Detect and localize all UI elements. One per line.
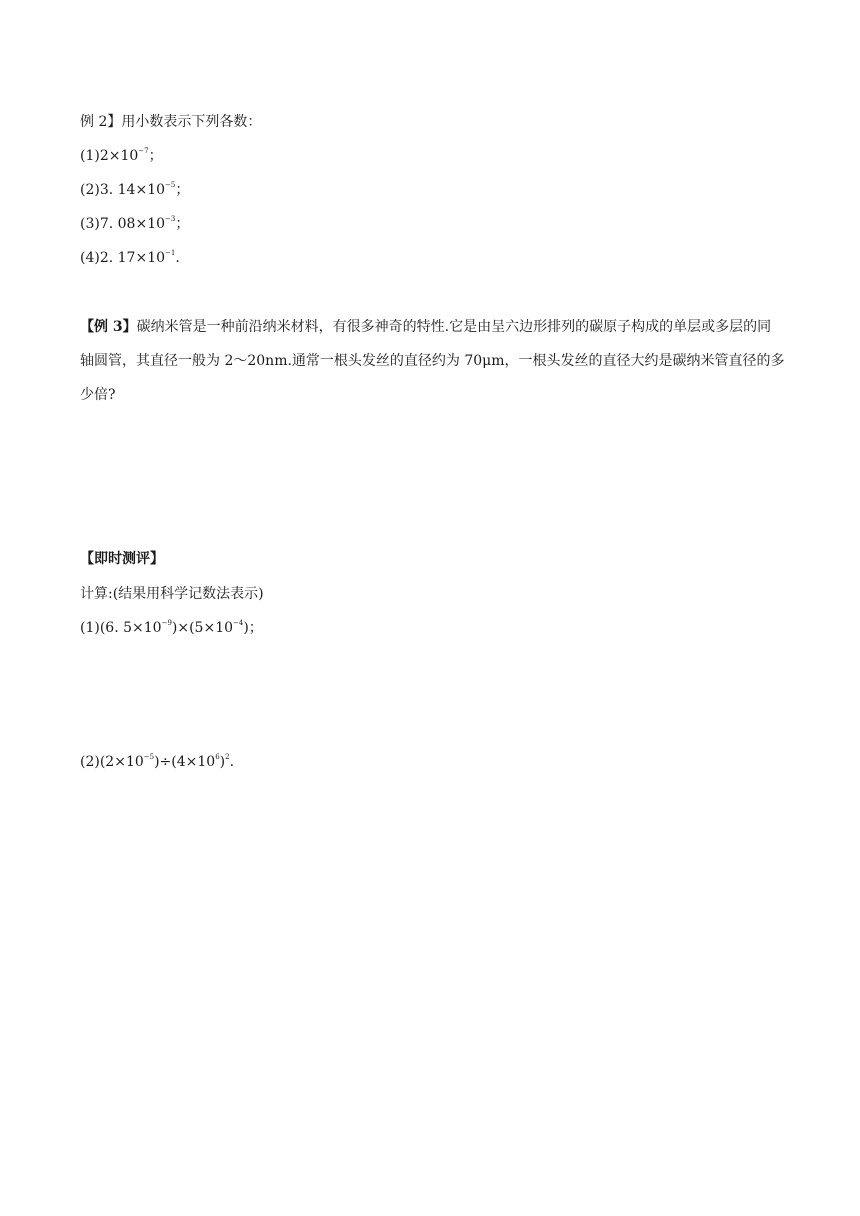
example2-item-2: [80, 180, 189, 200]
q2-close: ): [219, 754, 226, 770]
example2-item-1: [80, 146, 163, 166]
q2-mid: )÷(4×10: [154, 754, 216, 770]
item-label: (3): [80, 216, 100, 232]
item-label: (4): [80, 250, 100, 266]
item-exponent: −1: [165, 249, 176, 257]
q1-a: (6. 5×10: [99, 620, 162, 636]
q2-a-exponent: −5: [143, 753, 155, 761]
item-label: (2): [80, 182, 100, 198]
item-base: 2. 17×10: [99, 250, 166, 266]
q2-label: (2): [80, 754, 100, 770]
q2-power: 2: [225, 753, 230, 761]
item-exponent: −5: [165, 181, 176, 189]
item-end: ；: [175, 216, 190, 232]
quiz-instruction: 计算:(结果用科学记数法表示): [80, 586, 264, 602]
q1-mid: )×(5×10: [171, 620, 234, 636]
example3-text: 碳纳米管是一种前沿纳米材料，有很多神奇的特性.它是由呈六边形排列的碳原子构成的单层或多层的同轴圆管，其直径一般为 2～20nm.通常一根头发丝的直径约为 70μm，一根头发丝的直径大约是碳纳米管直径的多少倍?: [80, 319, 785, 403]
example2-title: 例 2】用小数表示下列各数：: [80, 114, 262, 130]
item-end: ；: [175, 182, 190, 198]
item-exponent: −3: [165, 215, 176, 223]
quiz-question-2: [80, 752, 234, 772]
q2-b-exponent: 6: [215, 753, 220, 761]
example2-item-4: [80, 248, 180, 268]
quiz-heading: 【即时测评】: [80, 551, 164, 567]
item-base: 7. 08×10: [99, 216, 166, 232]
item-exponent: −7: [138, 147, 149, 155]
item-base: 3. 14×10: [99, 182, 166, 198]
q1-label: (1): [80, 620, 100, 636]
q2-end: .: [229, 754, 235, 770]
item-base: 2×10: [99, 148, 139, 164]
example3-paragraph: [80, 310, 785, 412]
quiz-question-1: [80, 618, 263, 638]
item-end: .: [175, 250, 180, 266]
example2-item-3: [80, 214, 189, 234]
item-label: (1): [80, 148, 100, 164]
item-end: ；: [148, 148, 163, 164]
q1-end: )；: [243, 620, 263, 636]
q2-a: (2×10: [99, 754, 144, 770]
example3-heading: 【例 3】: [80, 319, 137, 335]
q1-b-exponent: −4: [233, 619, 244, 627]
q1-a-exponent: −9: [161, 619, 172, 627]
